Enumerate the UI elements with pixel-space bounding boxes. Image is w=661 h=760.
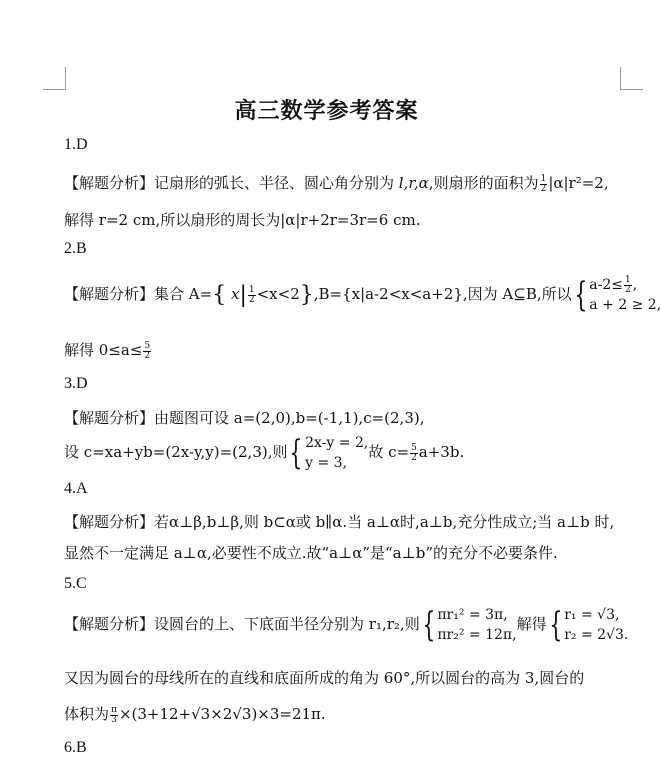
answer-1-label: 1.D (64, 136, 88, 153)
equation-system: a-2≤ $\frac{1}{2}$ , a + 2 ≥ 2, (589, 274, 661, 313)
fraction-one-half: $\frac{1}{2}$ (248, 284, 255, 305)
fraction-one-half: $\frac{1}{2}$ (625, 274, 631, 295)
analysis-tag: 【解题分析】 (64, 409, 155, 427)
answer-3-label: 3.D (64, 375, 88, 392)
fraction-five-half: $\frac{5}{2}$ (144, 340, 151, 361)
set-left-brace: { (212, 282, 227, 308)
equation-system: 2x-y = 2, y = 3, (305, 435, 369, 471)
answer-5-line-1 (64, 605, 628, 645)
system-brace: { (548, 605, 562, 645)
set-divider: | (239, 282, 247, 308)
analysis-tag: 【解题分析】 (64, 174, 155, 192)
answer-2-line-1 (64, 275, 661, 315)
system-brace: { (573, 275, 587, 315)
answer-4-line-2: 显然不一定满足 a⊥α,必要性不成立.故“a⊥α”是“a⊥b”的充分不必要条件. (64, 544, 558, 562)
text: 设 c=xa+yb=(2x-y,y)=(2,3),则 (64, 443, 288, 461)
equation-system: πr₁² = 3π, πr₂² = 12π, (437, 607, 517, 643)
text: a+3b. (418, 443, 465, 461)
text: 解得 (516, 615, 547, 633)
text: 设圆台的上、下底面半径分别为 r₁,r₂,则 (154, 615, 420, 633)
answer-5-line-3 (64, 703, 326, 725)
answer-4-line-1 (64, 511, 614, 532)
answer-3-line-1 (64, 407, 425, 428)
answer-2-label: 2.B (64, 240, 87, 257)
page-corner-mark-left (43, 67, 66, 90)
text: 体积为 (64, 705, 110, 723)
fraction-pi-third: $\frac{\pi}{3}$ (111, 704, 117, 725)
math-vars: l,r,α (398, 174, 429, 192)
answer-3-line-2 (64, 433, 464, 473)
analysis-tag: 【解题分析】 (64, 513, 155, 531)
fraction-five-half: $\frac{5}{2}$ (411, 442, 417, 463)
set-condition: <x<2 (256, 285, 300, 303)
answer-2-line-2 (64, 339, 152, 361)
system-brace: { (422, 605, 436, 645)
page-corner-mark-right (620, 67, 643, 90)
answer-5-line-2: 又因为圆台的母线所在的直线和底面所成的角为 60°,所以圆台的高为 3,圆台的 (64, 669, 585, 687)
answer-1-line-2: 解得 r=2 cm,所以扇形的周长为|α|r+2r=3r=6 cm. (64, 211, 421, 229)
text: 故 c= (368, 443, 410, 461)
set-var: x (230, 285, 240, 303)
analysis-tag: 【解题分析】 (64, 615, 155, 633)
set-right-brace: } (299, 282, 314, 308)
text: 解得 0≤a≤ (64, 341, 143, 359)
text: ,则扇形的面积为 (428, 174, 539, 192)
text: 记扇形的弧长、半径、圆心角分别为 (154, 174, 399, 192)
answer-4-label: 4.A (64, 480, 88, 497)
text: 若α⊥β,b⊥β,则 b⊂α或 b∥α.当 a⊥α时,a⊥b,充分性成立;当 a⊥b 时, (154, 513, 615, 531)
equation-system: r₁ = √3, r₂ = 2√3. (564, 607, 629, 643)
answer-1-line-1 (64, 172, 609, 194)
fraction-one-half: $\frac{1}{2}$ (540, 173, 547, 194)
text: 由题图可设 a=(2,0),b=(-1,1),c=(2,3), (154, 409, 425, 427)
analysis-tag: 【解题分析】 (64, 285, 155, 303)
answer-6-label: 6.B (64, 739, 87, 756)
text: 集合 A= (154, 285, 213, 303)
text: |α|r²=2, (548, 174, 609, 192)
text: ×(3+12+√3×2√3)×3=21π. (118, 705, 326, 723)
text: ,B={x|a-2<x<a+2},因为 A⊆B,所以 (313, 285, 572, 303)
page-title: 高三数学参考答案 (234, 98, 419, 124)
system-brace: { (289, 433, 303, 473)
answer-5-label: 5.C (64, 575, 87, 592)
